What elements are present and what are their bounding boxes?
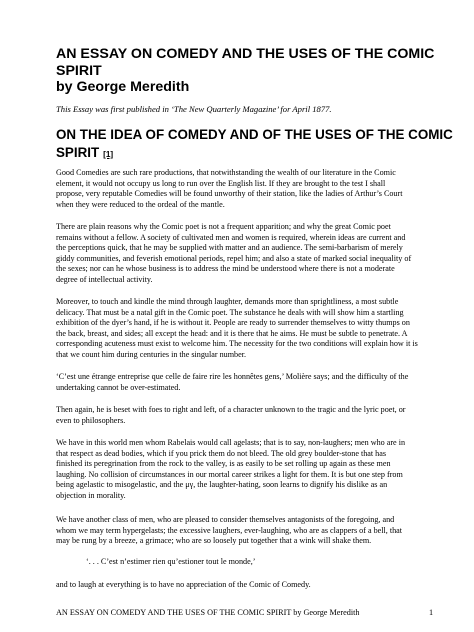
paragraph xyxy=(56,580,438,591)
paragraph xyxy=(56,168,438,210)
section-heading-line: ON THE IDEA OF COMEDY AND OF THE USES OF THE COMIC xyxy=(56,127,453,142)
text-line: Moreover, to touch and kindle the mind through laughter, demands more than sprightliness, a most subtle xyxy=(56,297,399,306)
text-line: We have in this world men whom Rabelais would call agelasts; that is to say, non-laughers; men who are in xyxy=(56,438,406,447)
page-footer: AN ESSAY ON COMEDY AND THE USES OF THE COMIC SPIRIT by George Meredith xyxy=(56,608,360,617)
section-heading xyxy=(56,126,453,163)
text-line: and to laugh at everything is to have no appreciation of the Comic of Comedy. xyxy=(56,580,311,589)
text-line: that we count him during centuries in the singular number. xyxy=(56,349,246,359)
paragraph xyxy=(56,222,438,285)
text-line: objection in morality. xyxy=(56,490,126,500)
text-line: delicacy. That must be a natal gift in the Comic poet. The substance he deals with will show him a startling xyxy=(56,307,404,317)
paragraph xyxy=(56,297,438,360)
text-line: even to philosophers. xyxy=(56,415,126,425)
publication-note: This Essay was first published in ‘The New Quarterly Magazine’ for April 1877. xyxy=(56,104,332,114)
paragraph xyxy=(56,438,438,501)
text-line: degree of intellectual activity. xyxy=(56,274,153,284)
text-line: element, it would not occupy us long to run over the English list. If they are brought to the test I shall xyxy=(56,178,386,188)
document-title xyxy=(56,46,436,96)
text-line: ‘C’est une étrange entreprise que celle de faire rire les honnêtes gens,’ Molière says; and the difficulty of the xyxy=(56,372,409,381)
text-line: propose, very reputable Comedies will be found unworthy of their station, like the ladies of Arthur’s Court xyxy=(56,189,403,199)
quotation xyxy=(86,557,468,568)
text-line: whom we may term hypergelasts; the excessive laughers, ever-laughing, who are as clappers of a bell, that xyxy=(56,525,403,535)
text-line: exhibition of the dyer’s hand, if he is without it. People are ready to surrender themselves to witty thumps on xyxy=(56,318,410,328)
text-line: Good Comedies are such rare productions, that notwithstanding the wealth of our literature in the Comic xyxy=(56,168,396,177)
text-line: remains without a fellow. A society of cultivated men and women is required, wherein ideas are current and xyxy=(56,232,406,242)
text-line: may be rung by a breeze, a grimace; who are so loosely put together that a wink will shake them. xyxy=(56,536,372,546)
text-line: Then again, he is beset with foes to right and left, of a character unknown to the tragic and the lyric poet, or xyxy=(56,405,406,414)
text-line: when they were reduced to the ordeal of the mantle. xyxy=(56,199,225,209)
text-line: We have another class of men, who are pleased to consider themselves antagonists of the foregoing, and xyxy=(56,515,395,524)
paragraph xyxy=(56,372,438,393)
text-line: the perceptions quick, that he may be supplied with matter and an audience. The semi-barbarism of merely xyxy=(56,243,403,253)
footnote-link[interactable]: [1] xyxy=(103,149,114,159)
text-line: undertaking cannot be over-estimated. xyxy=(56,382,181,392)
paragraph xyxy=(56,405,438,426)
text-line: giddy communities, and feverish emotional periods, repel him; and also a state of marked social inequality of xyxy=(56,253,412,263)
title-line: SPIRIT xyxy=(56,62,102,79)
text-line: being agelastic to misogelastic, and the μγ, the laughter-hating, soon learns to dignify his dislike as an xyxy=(56,480,388,490)
section-heading-line-2 xyxy=(56,144,436,164)
title-line: AN ESSAY ON COMEDY AND THE USES OF THE COMIC xyxy=(56,46,435,62)
text-line: the back, breast, and sides; all except the head: and it is there that he aims. He must be subtle to penetrate. A xyxy=(56,328,408,338)
text-line: that respect as dead bodies, which if you prick them do not bleed. The old grey boulder-stone that has xyxy=(56,448,387,458)
page-number: 1 xyxy=(429,608,434,617)
text-line: finished its peregrination from the rock to the valley, is as easily to be set rolling up again as these men xyxy=(56,459,391,469)
section-heading-text: SPIRIT xyxy=(56,144,100,160)
text-line: laughing. No collision of circumstances in our mortal career strikes a light for them. It is but one step from xyxy=(56,469,403,479)
text-line: There are plain reasons why the Comic poet is not a frequent apparition; and why the great Comic poet xyxy=(56,222,391,231)
title-author-line: by George Meredith xyxy=(56,79,190,96)
text-line: corresponding acuteness must exist to welcome him. The necessity for the two conditions will explain how it is xyxy=(56,339,418,349)
paragraph xyxy=(56,515,438,547)
text-line: the sexes; nor can he whose business is to address the mind be understood where there is not a moderate xyxy=(56,264,395,274)
quote-line: ‘. . . C’est n’estimer rien qu’estioner tout le monde,’ xyxy=(86,557,256,566)
